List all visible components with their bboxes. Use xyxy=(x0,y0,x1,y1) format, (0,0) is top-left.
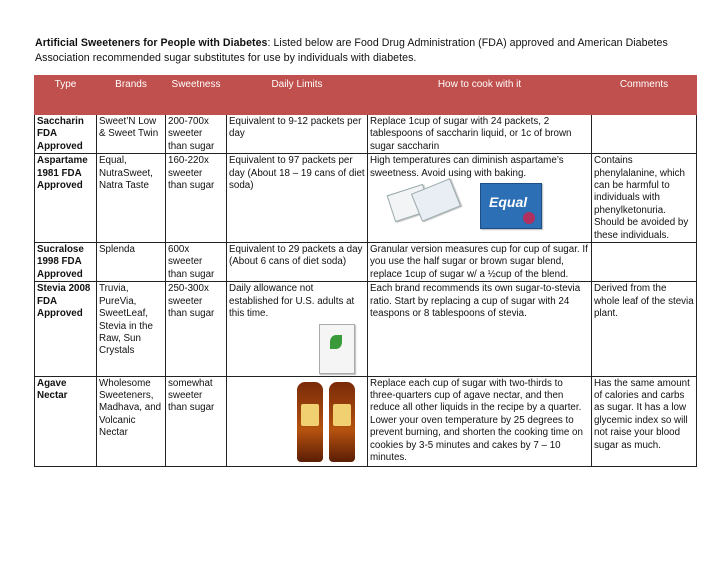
cell-cook: Each brand recommends its own sugar-to-stevia ratio. Start by replacing a cup of sugar with 24 teaspons or 8 tablespoons of stevia. xyxy=(368,282,592,376)
table-row xyxy=(35,282,697,376)
cell-cook: High temperatures can diminish aspartame’s sweetness. Avoid using with baking. xyxy=(370,155,564,179)
cell-type: Agave Nectar xyxy=(35,376,97,466)
cell-cook: Replace each cup of sugar with two-thirds to three-quarters cup of agave nectar, and then reduce all other liquids in the recipe by a quarter. Lower your oven temperature by 25 degrees to prevent burning, and shorten the cooking time on cookies by 3-5 minutes and cakes by 7 – 10 minutes. xyxy=(368,376,592,466)
cell-sweetness: 160-220x sweeter than sugar xyxy=(166,154,227,243)
cell-limits: Equivalent to 97 packets per day (About 18 – 19 cans of diet soda) xyxy=(227,154,368,243)
cell-type: Stevia 2008 FDA Approved xyxy=(35,282,97,376)
cell-sweetness: 200-700x sweeter than sugar xyxy=(166,115,227,154)
cell-cook: Granular version measures cup for cup of sugar. If you use the half sugar or brown sugar blend, replace 1cup of sugar w/ a ½cup of the blend. xyxy=(368,243,592,282)
cell-type: Saccharin FDA Approved xyxy=(35,115,97,154)
intro-text: : Listed below are Food Drug Administration (FDA) approved and American Diabetes Association recommended sugar substitutes for use by individuals with diabetes. xyxy=(35,37,668,64)
cell-limits-with-image xyxy=(227,376,368,466)
agave-bottle-image xyxy=(297,382,323,462)
cell-limits: Equivalent to 29 packets a day (About 6 cans of diet soda) xyxy=(227,243,368,282)
cell-brands: Wholesome Sweeteners, Madhava, and Volcanic Nectar xyxy=(97,376,166,466)
equal-packet-image xyxy=(480,183,542,229)
cell-brands: Sweet’N Low & Sweet Twin xyxy=(97,115,166,154)
aspartame-packets-image xyxy=(370,183,589,231)
cell-type: Sucralose 1998 FDA Approved xyxy=(35,243,97,282)
cell-sweetness: 250-300x sweeter than sugar xyxy=(166,282,227,376)
sweeteners-table xyxy=(34,75,697,467)
header-comments: Comments xyxy=(592,76,697,96)
table-row xyxy=(35,154,697,243)
cell-comments xyxy=(592,243,697,282)
cell-cook: Replace 1cup of sugar with 24 packets, 2 tablespoons of saccharin liquid, or 1c of brown sugar saccharin xyxy=(368,115,592,154)
header-spacer-row xyxy=(35,96,697,115)
header-type: Type xyxy=(35,76,97,96)
cell-sweetness: 600x sweeter than sugar xyxy=(166,243,227,282)
agave-bottle-image xyxy=(329,382,355,462)
cell-brands: Splenda xyxy=(97,243,166,282)
agave-bottles-image xyxy=(229,382,365,466)
header-brands: Brands xyxy=(97,76,166,96)
header-how-to-cook: How to cook with it xyxy=(368,76,592,96)
cell-comments: Contains phenylalanine, which can be harmful to individuals with phenylketonuria. Should be avoided by these individuals. xyxy=(592,154,697,243)
cell-limits-with-image xyxy=(227,282,368,376)
table-header-row xyxy=(35,76,697,96)
header-daily-limits: Daily Limits xyxy=(227,76,368,96)
table-row xyxy=(35,376,697,466)
cell-limits: Equivalent to 9-12 packets per day xyxy=(227,115,368,154)
equal-logo-text: Equal xyxy=(489,194,528,211)
header-sweetness: Sweetness xyxy=(166,76,227,96)
cell-comments: Derived from the whole leaf of the stevia plant. xyxy=(592,282,697,376)
cell-sweetness: somewhat sweeter than sugar xyxy=(166,376,227,466)
cell-brands: Equal, NutraSweet, Natra Taste xyxy=(97,154,166,243)
table-row xyxy=(35,115,697,154)
table-row xyxy=(35,243,697,282)
cell-brands: Truvia, PureVia, SweetLeaf, Stevia in the Raw, Sun Crystals xyxy=(97,282,166,376)
cell-comments xyxy=(592,115,697,154)
cell-limits: Daily allowance not established for U.S. adults at this time. xyxy=(229,283,355,320)
intro-paragraph xyxy=(35,36,695,66)
truvia-packet-image xyxy=(229,324,365,376)
cell-type: Aspartame 1981 FDA Approved xyxy=(35,154,97,243)
intro-title: Artificial Sweeteners for People with Diabetes xyxy=(35,37,268,49)
cell-cook-with-images xyxy=(368,154,592,243)
cell-comments: Has the same amount of calories and carbs as sugar. It has a low glycemic index so will not raise your blood sugar as much. xyxy=(592,376,697,466)
